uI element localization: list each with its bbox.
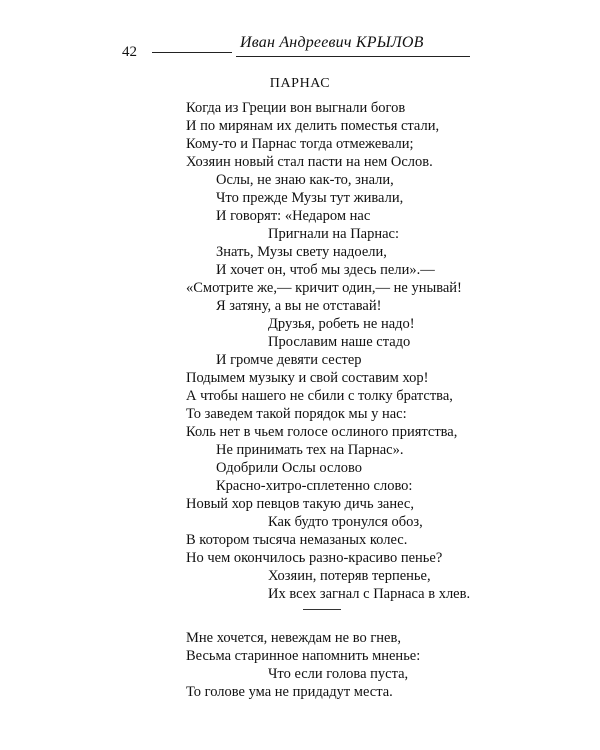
poem-line: Хозяин новый стал пасти на нем Ослов. bbox=[186, 154, 433, 170]
moral-line: Мне хочется, невеждам не во гнев, bbox=[186, 630, 401, 646]
poem-line: В котором тысяча немазаных колес. bbox=[186, 532, 408, 548]
poem-line: То заведем такой порядок мы у нас: bbox=[186, 406, 407, 422]
poem-line: Друзья, робеть не надо! bbox=[268, 316, 415, 332]
poem-line: И хочет он, чтоб мы здесь пели».— bbox=[216, 262, 435, 278]
poem-line: И громче девяти сестер bbox=[216, 352, 362, 368]
poem-line: Коль нет в чьем голосе ослиного приятства, bbox=[186, 424, 458, 440]
moral-line: Весьма старинное напомнить мненье: bbox=[186, 648, 421, 664]
poem-line: Кому-то и Парнас тогда отмежевали; bbox=[186, 136, 414, 152]
poem-line: Хозяин, потеряв терпенье, bbox=[268, 568, 431, 584]
poem-line: И говорят: «Недаром нас bbox=[216, 208, 371, 224]
poem-line: Не принимать тех на Парнас». bbox=[216, 442, 404, 458]
poem-line: Ослы, не знаю как-то, знали, bbox=[216, 172, 394, 188]
page-number: 42 bbox=[122, 44, 137, 60]
header-underline bbox=[236, 56, 470, 57]
poem-line: «Смотрите же,— кричит один,— не унывай! bbox=[186, 280, 462, 296]
poem-line: Одобрили Ослы ослово bbox=[216, 460, 362, 476]
poem-line: Пригнали на Парнас: bbox=[268, 226, 400, 242]
running-head: Иван Андреевич КРЫЛОВ bbox=[240, 34, 424, 51]
poem-line: Прославим наше стадо bbox=[268, 334, 411, 350]
section-divider bbox=[303, 609, 341, 610]
poem-line: Но чем окончилось разно-красиво пенье? bbox=[186, 550, 443, 566]
moral-line: Что если голова пуста, bbox=[268, 666, 409, 682]
poem-line: Я затяну, а вы не отставай! bbox=[216, 298, 382, 314]
moral-line: То голове ума не придадут места. bbox=[186, 684, 393, 700]
poem-line: Красно-хитро-сплетенно слово: bbox=[216, 478, 413, 494]
poem-line: Когда из Греции вон выгнали богов bbox=[186, 100, 406, 116]
poem-line: Их всех загнал с Парнаса в хлев. bbox=[268, 586, 471, 602]
poem-line: И по мирянам их делить поместья стали, bbox=[186, 118, 440, 134]
poem-title: ПАРНАС bbox=[269, 76, 331, 91]
poem-line: А чтобы нашего не сбили с толку братства, bbox=[186, 388, 453, 404]
poem-line: Что прежде Музы тут живали, bbox=[216, 190, 404, 206]
poem-line: Новый хор певцов такую дичь занес, bbox=[186, 496, 414, 512]
poem-line: Как будто тронулся обоз, bbox=[268, 514, 423, 530]
poem-line: Знать, Музы свету надоели, bbox=[216, 244, 387, 260]
header-rule bbox=[152, 52, 232, 53]
poem-line: Подымем музыку и свой составим хор! bbox=[186, 370, 429, 386]
